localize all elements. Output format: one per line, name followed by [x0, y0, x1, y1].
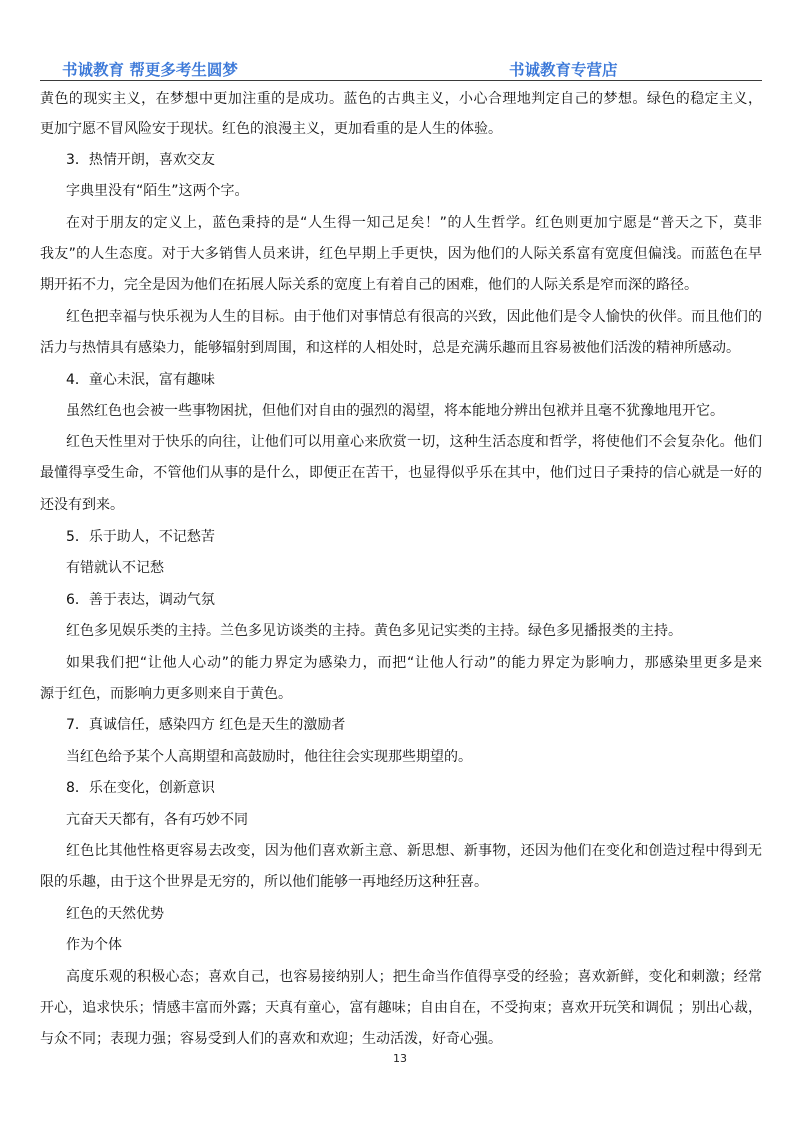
body-line: 源于红色，而影响力更多则来自于黄色。 — [40, 686, 292, 702]
body-line: 有错就认不记愁 — [66, 560, 164, 576]
header-slogan: 书诚教育 帮更多考生圆梦 — [62, 61, 238, 79]
body-line: 还没有到来。 — [40, 497, 124, 513]
body-line: 黄色的现实主义，在梦想中更加注重的是成功。蓝色的古典主义，小心合理地判定自己的梦想。绿色的稳定主义， — [40, 91, 762, 107]
body-line: 字典里没有“陌生”这两个字。 — [66, 183, 249, 199]
header-store-name: 书诚教育专营店 — [509, 61, 618, 79]
body-line: 虽然红色也会被一些事物困扰，但他们对自由的强烈的渴望，将本能地分辨出包袱并且毫不犹豫地甩开它。 — [66, 403, 724, 419]
body-line: 高度乐观的积极心态；喜欢自己，也容易接纳别人；把生命当作值得享受的经验；喜欢新鲜，变化和刺激；经常 — [66, 969, 762, 985]
section-heading: 6．善于表达，调动气氛 — [66, 592, 215, 608]
body-line: 与众不同；表现力强；容易受到人们的喜欢和欢迎；生动活泼，好奇心强。 — [40, 1031, 502, 1047]
body-line: 期开拓不力，完全是因为他们在拓展人际关系的宽度上有着自己的困难，他们的人际关系是窄而深的路径。 — [40, 277, 698, 293]
body-line: 当红色给予某个人高期望和高鼓励时，他往往会实现那些期望的。 — [66, 749, 472, 765]
body-line: 亢奋天天都有，各有巧妙不同 — [66, 812, 248, 828]
section-heading: 红色的天然优势 — [66, 906, 164, 922]
body-line: 开心，追求快乐；情感丰富而外露；天真有童心，富有趣味；自由自在，不受拘束；喜欢开玩笑和调侃 ；别出心裁， — [40, 1000, 762, 1016]
section-heading: 7．真诚信任，感染四方 红色是天生的激励者 — [66, 717, 346, 733]
section-heading: 3．热情开朗，喜欢交友 — [66, 152, 215, 168]
body-line: 红色比其他性格更容易去改变，因为他们喜欢新主意、新思想、新事物，还因为他们在变化和创造过程中得到无 — [66, 843, 762, 859]
section-heading: 5．乐于助人，不记愁苦 — [66, 529, 215, 545]
page-number: 13 — [393, 1052, 407, 1065]
body-line: 在对于朋友的定义上，蓝色秉持的是“人生得一知己足矣！”的人生哲学。红色则更加宁愿是“普天之下，莫非 — [66, 215, 762, 231]
section-heading: 4．童心未泯，富有趣味 — [66, 372, 215, 388]
body-line: 更加宁愿不冒风险安于现状。红色的浪漫主义，更加看重的是人生的体验。 — [40, 121, 502, 137]
body-line: 红色把幸福与快乐视为人生的目标。由于他们对事情总有很高的兴致，因此他们是令人愉快的伙伴。而且他们的 — [66, 309, 762, 325]
body-line: 活力与热情具有感染力，能够辐射到周围，和这样的人相处时，总是充满乐趣而且容易被他们活泼的精神所感动。 — [40, 340, 740, 356]
subheading: 作为个体 — [66, 937, 122, 953]
body-line: 红色多见娱乐类的主持。兰色多见访谈类的主持。黄色多见记实类的主持。绿色多见播报类的主持。 — [66, 623, 682, 639]
body-line: 限的乐趣，由于这个世界是无穷的，所以他们能够一再地经历这种狂喜。 — [40, 874, 488, 890]
section-heading: 8．乐在变化，创新意识 — [66, 780, 215, 796]
body-line: 如果我们把“让他人心动”的能力界定为感染力，而把“让他人行动”的能力界定为影响力，那感染里更多是来 — [66, 655, 762, 671]
body-line: 我友”的人生态度。对于大多销售人员来讲，红色早期上手更快，因为他们的人际关系富有宽度但偏浅。而蓝色在早 — [40, 246, 762, 262]
body-line: 红色天性里对于快乐的向往，让他们可以用童心来欣赏一切，这种生活态度和哲学，将使他们不会复杂化。他们 — [66, 434, 762, 450]
body-line: 最懂得享受生命，不管他们从事的是什么，即便正在苦干，也显得似乎乐在其中，他们过日子秉持的信心就是一好的 — [40, 465, 762, 481]
